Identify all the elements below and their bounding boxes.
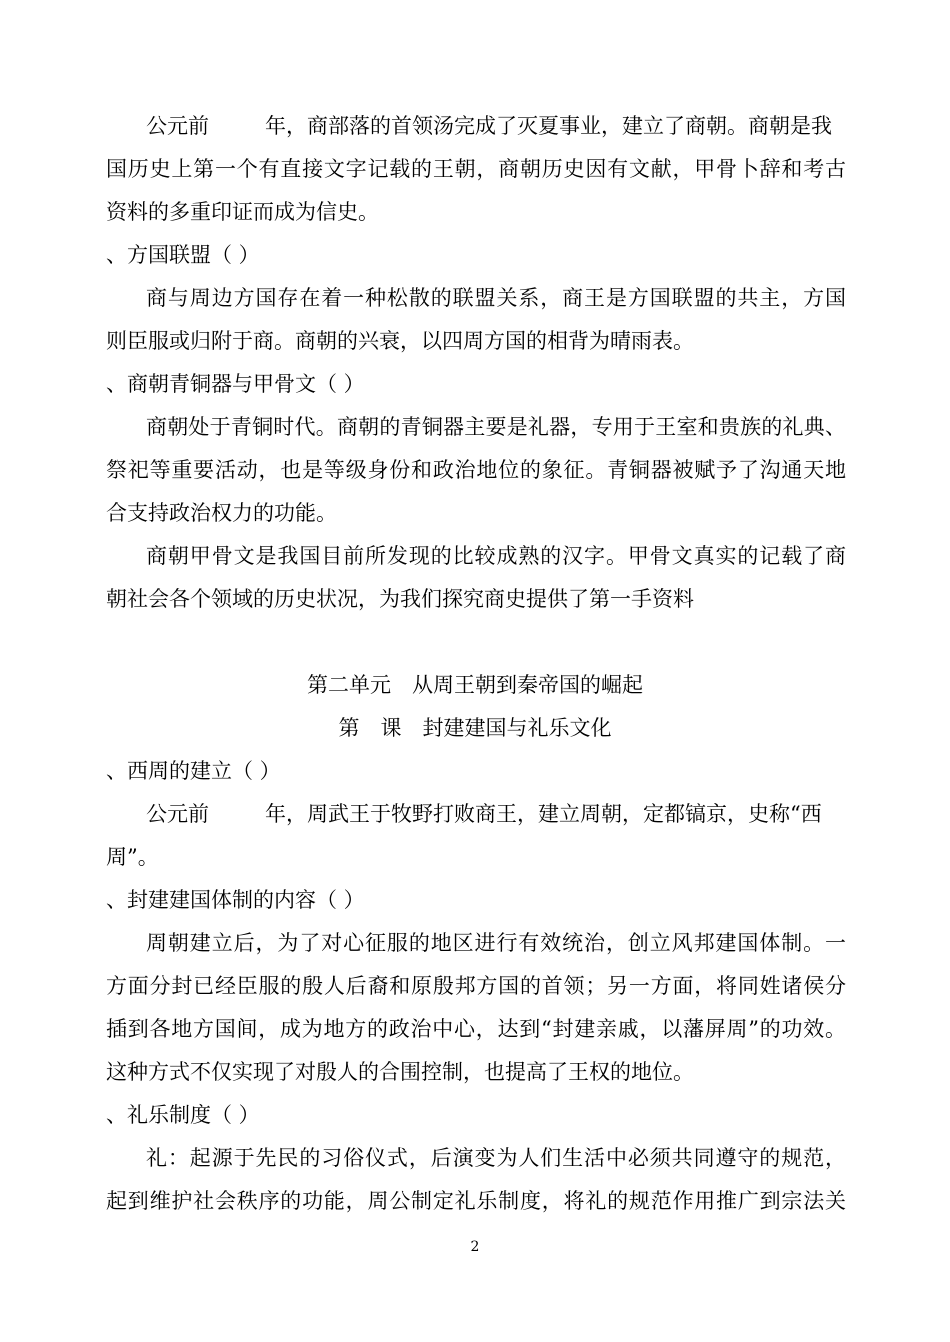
section-heading: 、方国联盟（ ） bbox=[106, 243, 260, 267]
section-heading: 、西周的建立（ ） bbox=[106, 759, 281, 783]
paragraph-line: 商与周边方国存在着一种松散的联盟关系，商王是方国联盟的共主，方国 bbox=[146, 286, 846, 310]
paragraph-line: 商朝甲骨文是我国目前所发现的比较成熟的汉字。甲骨文真实的记载了商 bbox=[146, 544, 846, 568]
page-number: 2 bbox=[470, 1239, 480, 1255]
paragraph-line: 周”。 bbox=[106, 845, 159, 869]
paragraph-line: 合支持政治权力的功能。 bbox=[106, 501, 337, 525]
paragraph-line: 国历史上第一个有直接文字记载的王朝，商朝历史因有文献，甲骨卜辞和考古 bbox=[106, 157, 846, 181]
paragraph-line: 周朝建立后，为了对心征服的地区进行有效统治，创立风邦建国体制。一 bbox=[146, 931, 846, 955]
unit-title: 第二单元 从周王朝到秦帝国的崛起 bbox=[307, 673, 643, 697]
paragraph-line: 则臣服或归附于商。商朝的兴衰，以四周方国的相背为晴雨表。 bbox=[106, 329, 694, 353]
text-span: 年，周武王于牧野打败商王，建立周朝，定都镐京，史称“西 bbox=[265, 802, 822, 826]
text-span: 年，商部落的首领汤完成了灭夏事业，建立了商朝。商朝是我 bbox=[265, 114, 832, 138]
paragraph-line: 方面分封已经臣服的殷人后裔和原殷邦方国的首领；另一方面，将同姓诸侯分 bbox=[106, 974, 846, 998]
paragraph-line: 起到维护社会秩序的功能，周公制定礼乐制度，将礼的规范作用推广到宗法关 bbox=[106, 1189, 846, 1213]
paragraph-line: 朝社会各个领域的历史状况，为我们探究商史提供了第一手资料 bbox=[106, 587, 694, 611]
section-heading: 、礼乐制度（ ） bbox=[106, 1103, 260, 1127]
paragraph-line bbox=[146, 112, 846, 140]
paragraph-line: 插到各地方国间，成为地方的政治中心，达到“封建亲戚，以藩屏周”的功效。 bbox=[106, 1017, 846, 1041]
section-heading: 、封建建国体制的内容（ ） bbox=[106, 888, 365, 912]
text-span: 公元前 bbox=[146, 114, 209, 138]
paragraph-line: 祭祀等重要活动，也是等级身份和政治地位的象征。青铜器被赋予了沟通天地 bbox=[106, 458, 846, 482]
paragraph-line: 礼：起源于先民的习俗仪式，后演变为人们生活中必须共同遵守的规范， bbox=[146, 1146, 846, 1170]
paragraph-line: 商朝处于青铜时代。商朝的青铜器主要是礼器，专用于王室和贵族的礼典、 bbox=[146, 415, 846, 439]
lesson-title: 第 课 封建建国与礼乐文化 bbox=[338, 716, 612, 740]
paragraph-line bbox=[146, 800, 846, 828]
text-span: 公元前 bbox=[146, 802, 209, 826]
paragraph-line: 资料的多重印证而成为信史。 bbox=[106, 200, 379, 224]
section-heading: 、商朝青铜器与甲骨文（ ） bbox=[106, 372, 365, 396]
paragraph-line: 这种方式不仅实现了对殷人的合围控制，也提高了王权的地位。 bbox=[106, 1060, 694, 1084]
